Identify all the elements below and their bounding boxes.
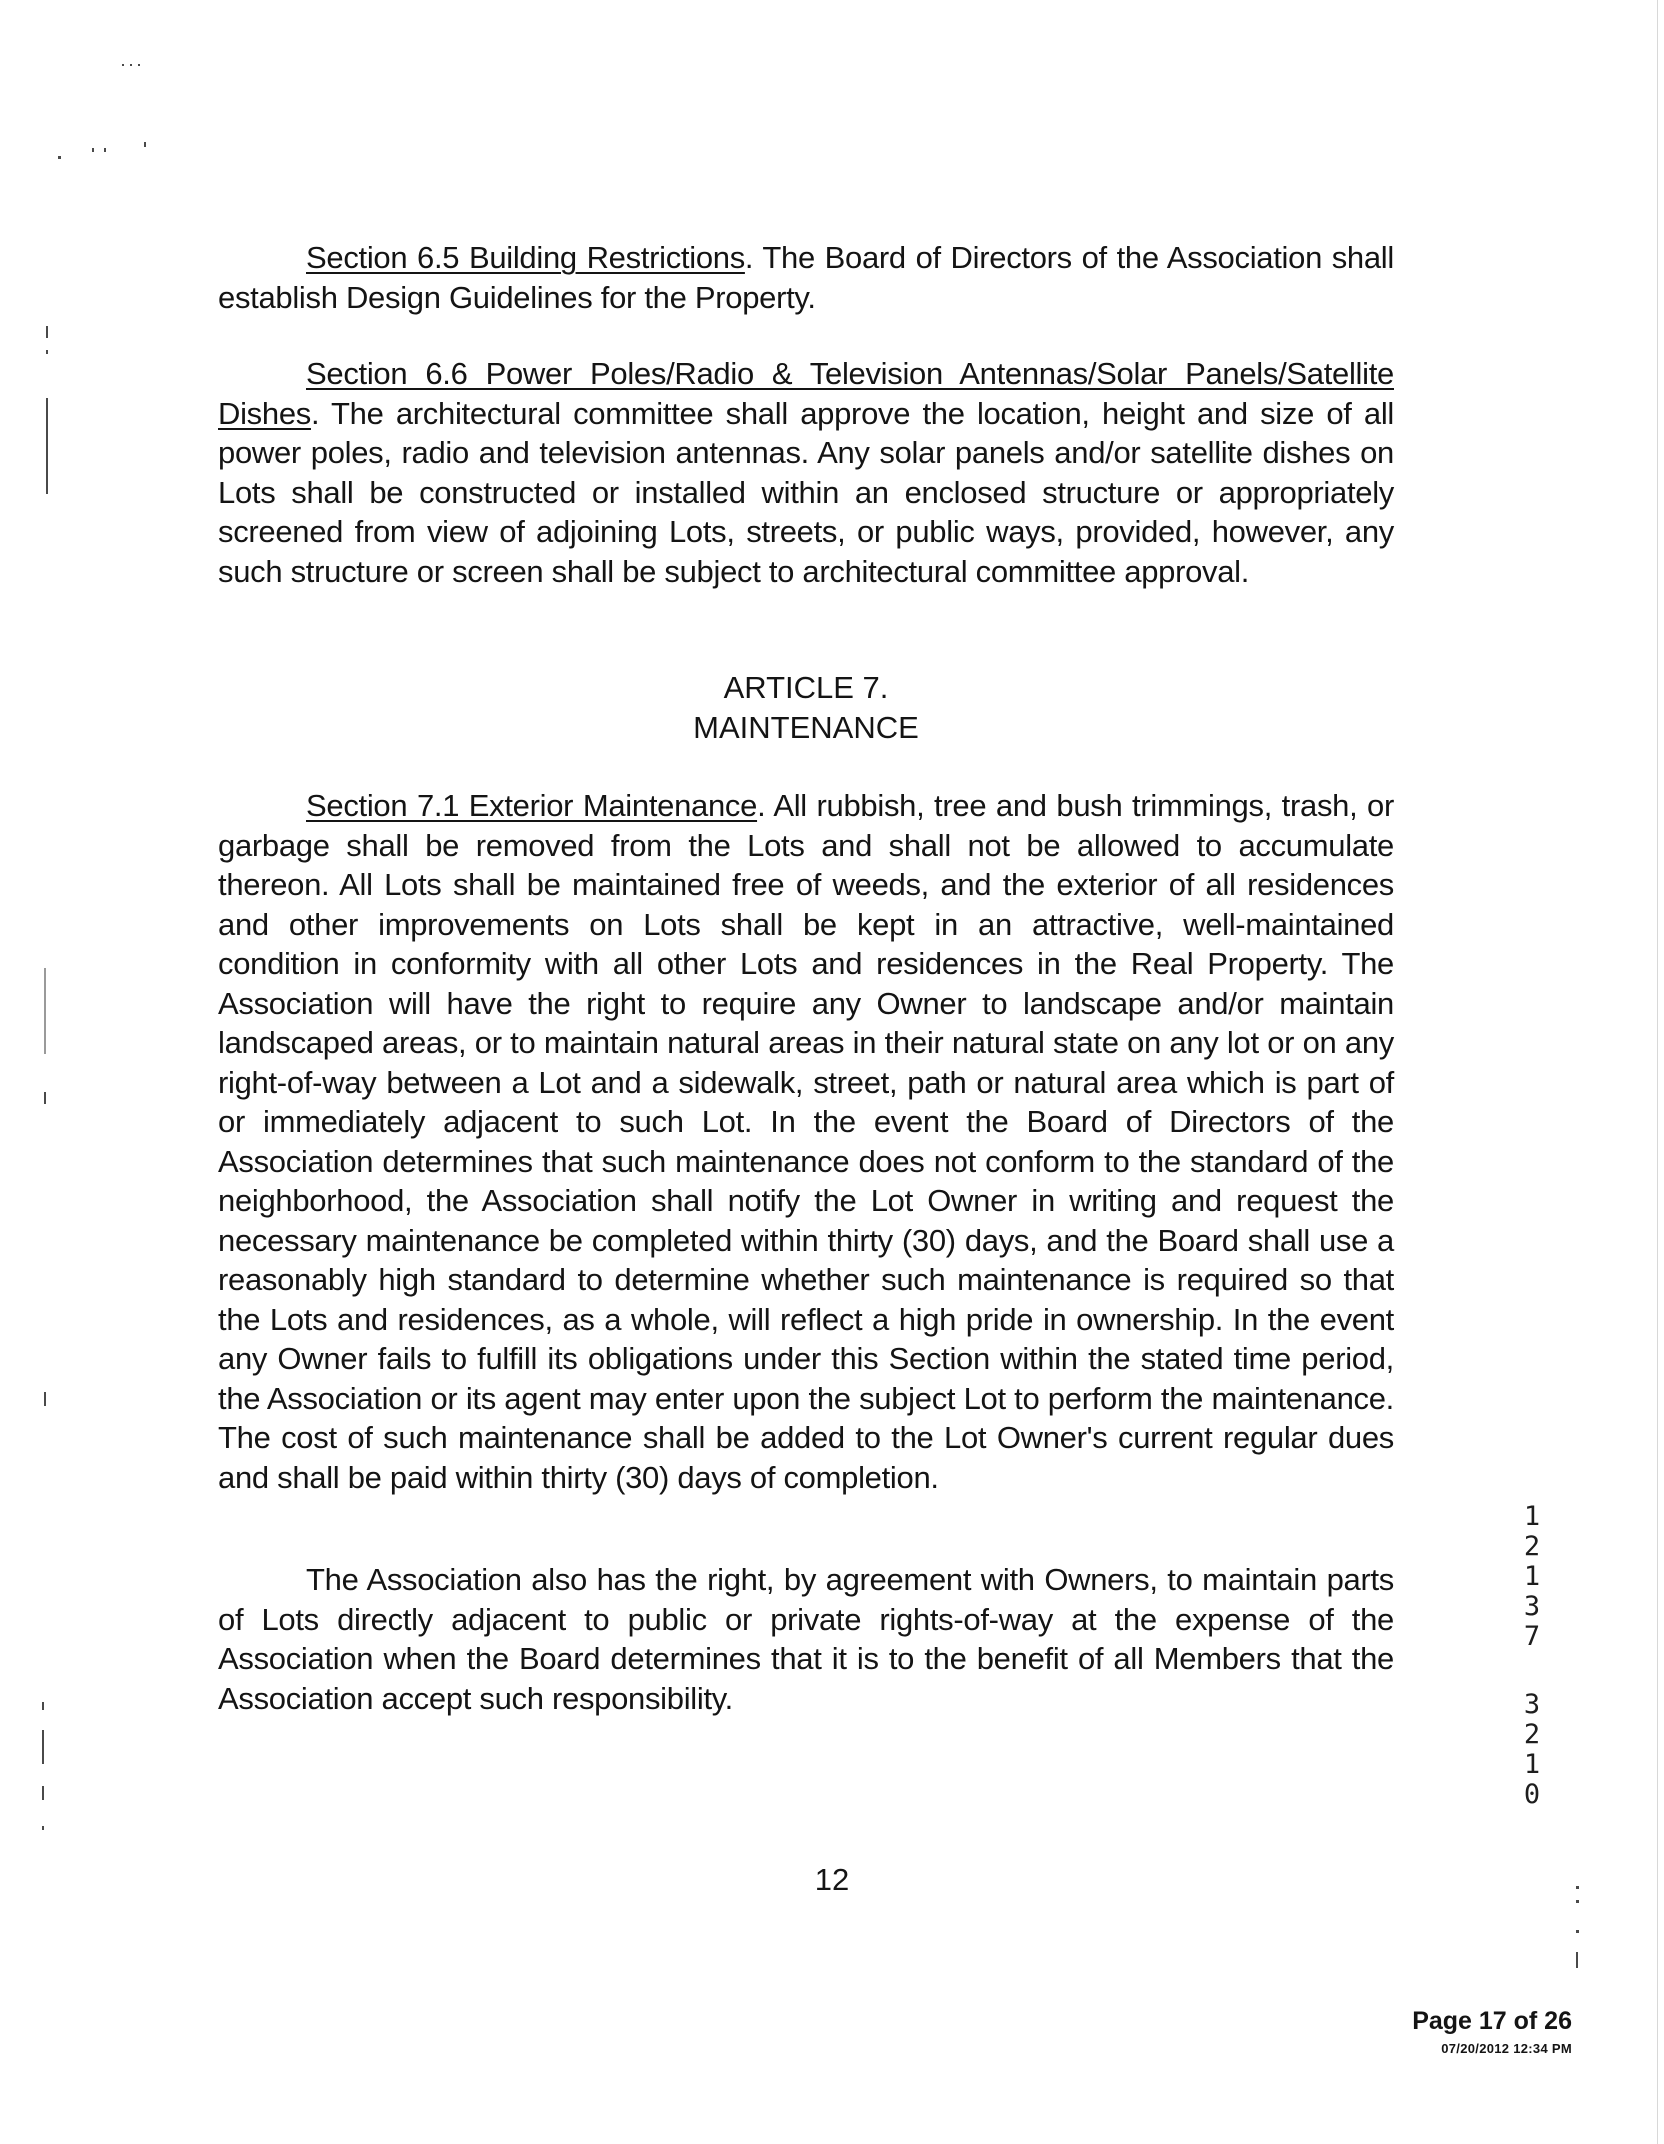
- section-7-1-text: . All rubbish, tree and bush trimmings, trash, or garbage shall be removed from the Lots and shall not be allowed to accumulate thereon. All Lots shall be maintained free of weeds, and the exterior of all residences and other improvements on Lots shall be kept in an attractive, well-maintained condition in conformity with all other Lots and residences in the Real Property. The Association will have the right to require any Owner to landscape and/or maintain landscaped areas, or to maintain natural areas in their natural state on any lot or on any right-of-way between a Lot and a sidewalk, street, path or natural area which is part of or immediately adjacent to such Lot. In the event the Board of Directors of the Association determines that such maintenance does not conform to the standard of the neighborhood, the Association shall notify the Lot Owner in writing and request the necessary maintenance be completed within thirty (30) days, and the Board shall use a reasonably high standard to determine whether such maintenance is required so that the Lots and residences, as a whole, will reflect a high pride in ownership. In the event any Owner fails to fulfill its obligations under this Section within the stated time period, the Association or its agent may enter upon the subject Lot to perform the maintenance. The cost of such maintenance shall be added to the Lot Owner's current regular dues and shall be paid within thirty (30) days of completion.: [218, 788, 1395, 1495]
- scan-mark: [44, 1392, 46, 1406]
- scan-mark: [1576, 1930, 1579, 1933]
- stamp-digit: 0: [1523, 1779, 1541, 1810]
- stamp-digit: 3: [1523, 1689, 1541, 1720]
- scan-mark: [92, 148, 94, 152]
- scan-mark: [42, 1730, 44, 1764]
- scan-mark: [46, 326, 48, 338]
- scan-mark: [46, 350, 48, 354]
- scan-mark: [46, 398, 48, 494]
- scan-mark: [44, 1092, 46, 1104]
- scan-mark: [138, 64, 140, 66]
- scan-mark: [42, 1826, 44, 1830]
- scan-mark: [44, 968, 46, 1054]
- section-7-1: [218, 786, 1394, 1497]
- section-7-1-heading: Section 7.1 Exterior Maintenance: [306, 788, 758, 823]
- scan-mark: [1576, 1900, 1579, 1903]
- recording-stamp-bottom: [1520, 1690, 1544, 1810]
- stamp-digit: 7: [1523, 1621, 1541, 1652]
- section-7-1-paragraph-2: [218, 1560, 1394, 1718]
- stamp-digit: 3: [1523, 1591, 1541, 1622]
- page-number: 12: [814, 1862, 850, 1897]
- scan-mark: [42, 1702, 44, 1710]
- article-heading: [218, 668, 1394, 748]
- scan-mark: [104, 148, 106, 152]
- section-6-6: [218, 354, 1394, 591]
- scan-mark: [58, 156, 61, 159]
- recording-stamp-top: [1520, 1502, 1544, 1652]
- stamp-digit: 1: [1523, 1561, 1541, 1592]
- footer-page-label: Page 17 of 26: [1412, 2007, 1572, 2035]
- stamp-digit: 1: [1523, 1501, 1541, 1532]
- stamp-digit: 2: [1523, 1719, 1541, 1750]
- article-number: ARTICLE 7.: [723, 670, 889, 705]
- scan-mark: [130, 64, 132, 66]
- section-6-5: [218, 238, 1394, 317]
- scan-mark: [1576, 1952, 1578, 1968]
- scan-mark: [122, 64, 124, 66]
- article-title: MAINTENANCE: [693, 710, 919, 745]
- scan-mark: [42, 1786, 44, 1800]
- stamp-digit: 2: [1523, 1531, 1541, 1562]
- section-6-6-heading: Section 6.6 Power Poles/Radio & Television Antennas/Solar Panels/Satellite Dishes: [218, 356, 1394, 431]
- scan-mark: [144, 142, 146, 147]
- section-6-6-text: . The architectural committee shall approve the location, height and size of all power poles, radio and television antennas. Any solar panels and/or satellite dishes on Lots shall be constructed or installed within an enclosed structure or appropriately screened from view of adjoining Lots, streets, or public ways, provided, however, any such structure or screen shall be subject to architectural committee approval.: [218, 395, 1394, 589]
- stamp-digit: 1: [1523, 1749, 1541, 1780]
- section-6-5-heading: Section 6.5 Building Restrictions: [306, 240, 745, 275]
- scan-edge-line: [1657, 0, 1658, 2144]
- section-7-1-paragraph-2-text: The Association also has the right, by agreement with Owners, to maintain parts of Lots directly adjacent to public or private rights-of-way at the expense of the Association when the Board determines that it is to the benefit of all Members that the Association accept such responsibility.: [218, 1562, 1394, 1716]
- footer-timestamp: 07/20/2012 12:34 PM: [1441, 2041, 1572, 2056]
- section-6-5-text: . The Board of Directors of the Association shall establish Design Guidelines for the Property.: [218, 240, 1394, 315]
